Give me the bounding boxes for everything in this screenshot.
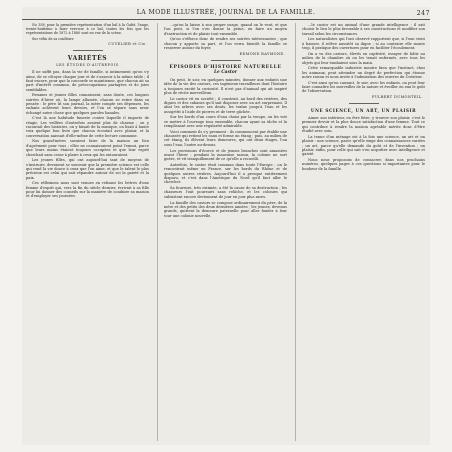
page-number: 247 <box>416 9 430 17</box>
column-left <box>26 23 149 441</box>
science-body <box>302 116 425 171</box>
varietes-subtitle: LES ÉTUDES D'AUTREFOIS <box>56 63 119 68</box>
article-signature: FULBERT DUMONTEIL. <box>371 95 423 100</box>
article-paragraph: La tenue d'un ménage est à la fois une science, un art et un plaisir : une science, parce qu'elle exige des connaissances variées ; un art, parce qu'elle demande du goût et de l'invention ; un plaisir, enfin, pour celle qui sait s'en acquitter avec intelligence et gaieté. <box>302 134 425 157</box>
article-paragraph: Nous nous proposons de consacrer, dans nos prochains numéros, quelques pages à ces questions si importantes pour le bonheur de la famille. <box>302 157 425 171</box>
column-divider <box>157 23 158 441</box>
article-paragraph: On peut, le soir, en quelques minutes, donner aux enfants une idée de la vie des castors, ces ingénieux travailleurs dont l'histoire a toujours excité la curiosité. Il n'est pas d'animal qui ait inspiré plus de récits merveilleux. <box>164 77 287 95</box>
section-rule <box>349 103 379 104</box>
article-paragraph: Voici comment ils s'y prennent : ils commencent par établir une chaussée qui retient les eaux et forme un étang ; puis, au milieu de cet étang, ils élèvent leurs demeures, qui ont deux étages, l'un sous l'eau, l'autre au-dessus. <box>164 129 287 147</box>
continued-text <box>164 23 287 50</box>
section-rule <box>73 50 103 51</box>
article-paragraph: Sa fourrure, très estimée, a été la cause de sa destruction ; les chasseurs l'ont poursuivi sans relâche, et les colonies qui subsistent encore deviennent de jour en jour plus rares. <box>164 186 287 199</box>
varietes-body <box>26 70 149 199</box>
intro-paragraph <box>26 23 149 41</box>
intro-signature: CUVELIER et Cie. <box>108 42 147 47</box>
article-paragraph: La famille des castors se compose ordinairement du père, de la mère et des petits des deux dernières années ; les jeunes, devenus grands, quittent la demeure paternelle pour aller fonder à leur tour une colonie nouvelle. <box>164 200 287 218</box>
journal-title: LA MODE ILLUSTRÉE, JOURNAL DE LA FAMILLE. <box>136 9 316 16</box>
intro-text: No 358, pour la première représentation d'un bal à la Gaîté, l'ange, trente-huitième à faire vers-ner à ce bal, toutes les fois que les représentations de 1872 à 1880 sont en vue de la scène. <box>26 23 149 36</box>
article-paragraph: Le castor vit en société ; il construit, au bord des rivières, des digues et des cabanes qu'il sait disposer avec un art surprenant. Il abat les arbres avec ses dents, les traîne jusqu'à l'eau et les assujettit à l'aide de pierres et de terre gâchée. <box>164 96 287 114</box>
episodes-body <box>164 78 287 218</box>
article-paragraph: Les jeunes filles, qui ont aujourd'hui tant de moyens de s'instruire, devraient se souvenir que la première science est celle qui rend la vie douce à ceux que l'on aime, et que le talent le plus précieux est celui qui sait répandre autour de soi la gaieté et la paix. <box>26 158 149 180</box>
article-paragraph: Il ne suffit pas, dans la vie de famille, si intimement qu'on s'y aime, de se côtoyer chaque jour et de s'asseoir à la même table ; il faut encore, pour que la concorde se maintienne, que chacun ait sa part d'intérêt commun, de préoccupations partagées et de joies semblables. <box>26 70 149 92</box>
article-paragraph: Les provisions d'écorce et de jeunes branches sont amassées avant l'hiver ; pendant la mauvaise saison, la colonie ne sort guère, et vit tranquillement de ce qu'elle a recueilli. <box>164 148 287 162</box>
article-paragraph: Nos grand'mères savaient faire de la maison un lieu d'agrément pour tous ; elles ne connaissaient point l'ennui, parce que leurs mains étaient toujours occupées et que leur esprit cherchait sans cesse à plaire à ceux qui les entouraient. <box>26 139 149 157</box>
episodes-title: ÉPISODES D'HISTOIRE NATURELLE <box>169 64 282 70</box>
science-title: UNE SCIENCE, UN ART, UN PLAISIR <box>310 108 417 114</box>
article-paragraph: Cette remarquable industrie montre bien que l'instinct, chez les animaux, peut atteindre un degré de perfection qui étonne notre raison et nous invite à l'admiration des œuvres du Créateur. <box>302 66 425 79</box>
intro-tail: Sur vélin de sa confiture <box>32 36 74 41</box>
article-paragraph: ...le castor est un animal d'une grande intelligence ; il sait choisir le lieu le plus favorable à ses constructions et modifier son travail selon les circonstances. <box>302 23 425 36</box>
article-paragraph: Autrefois, le castor était commun dans toute l'Europe ; on le rencontrait même en France, sur les bords du Rhône et de quelques autres rivières. Aujourd'hui il a presque entièrement disparu, et c'est dans l'Amérique du Nord qu'il faut aller le chercher. <box>164 162 287 185</box>
article-paragraph: Les naturalistes qui l'ont observé rapportent que, si l'eau vient à baisser, il relève aussitôt sa digue ; si au contraire elle monte trop, il pratique des ouvertures pour en faciliter l'écoulement. <box>302 37 425 51</box>
column-right <box>302 23 425 441</box>
article-signature: EDMOND RAYMOND. <box>239 51 285 56</box>
article-paragraph: ...qu'on la laisse à son propre usage, quand on le veut, et que l'on peut, si l'on s'en donne la peine, en faire un moyen d'instruction et de plaisir tout ensemble. <box>164 23 287 36</box>
header-rule <box>22 19 430 20</box>
article-paragraph: Ces réflexions nous sont venues en relisant les lettres d'une femme d'esprit qui, vers la fin du siècle dernier, écrivait à sa fille pour lui donner des conseils sur la manière de conduire sa maison et d'employer ses journées. <box>26 181 149 199</box>
varietes-title: VARIÉTÉS <box>67 55 108 63</box>
article-paragraph: Sur les bords d'un cours d'eau choisi par la troupe, on les voit se mettre à l'ouvrage tous ensemble, chacun ayant sa tâche et la remplissant avec une régularité admirable. <box>164 115 287 129</box>
section-rule <box>211 60 241 61</box>
column-divider <box>295 23 296 441</box>
article-paragraph: C'est ainsi qu'en causant, le soir, avec les enfants, on peut leur faire connaître les merveilles de la nature et éveiller en eux le goût de l'observation. <box>302 80 425 94</box>
article-paragraph: Aimer son intérieur, en être fière, y trouver son plaisir, c'est le premier devoir et la plus douce satisfaction d'une femme. Tout ce qui contribue à rendre la maison agréable mérite donc d'être étudié avec soin. <box>302 116 425 134</box>
article-paragraph: Qu'on s'efforce donc de rendre ses soirées intéressantes ; que chacun y apporte sa part, et l'on verra bientôt la famille se resserrer autour du foyer. <box>164 37 287 51</box>
newspaper-page <box>22 7 430 445</box>
article-paragraph: C'est là une habitude funeste contre laquelle il importe de réagir. Les veillées d'autrefois avaient plus de charme ; on y racontait des histoires, on y faisait de la musique, on lisait à haute voix quelque bon livre que chacun écoutait avec plaisir, et la conversation naissait d'elle-même de cette lecture commune. <box>26 116 149 138</box>
article-paragraph: On a vu des castors, élevés en captivité, essayer de bâtir au milieu de la chambre où on les tenait enfermés, avec tous les objets qui leur tombaient sous la main. <box>302 51 425 65</box>
episodes-continued <box>302 23 425 94</box>
episodes-subtitle: Le Castor <box>214 69 237 75</box>
article-paragraph: Femmes et jeunes filles connaissent, sans doute, ces longues soirées d'hiver où, la lampe allumée, chacun se retire dans sa pensée : le père lit son journal, la mère compte ses dépenses, les enfants achèvent leurs devoirs, et l'on se sépare sans avoir échangé autre chose que quelques paroles banales. <box>26 93 149 115</box>
column-middle <box>164 23 287 441</box>
